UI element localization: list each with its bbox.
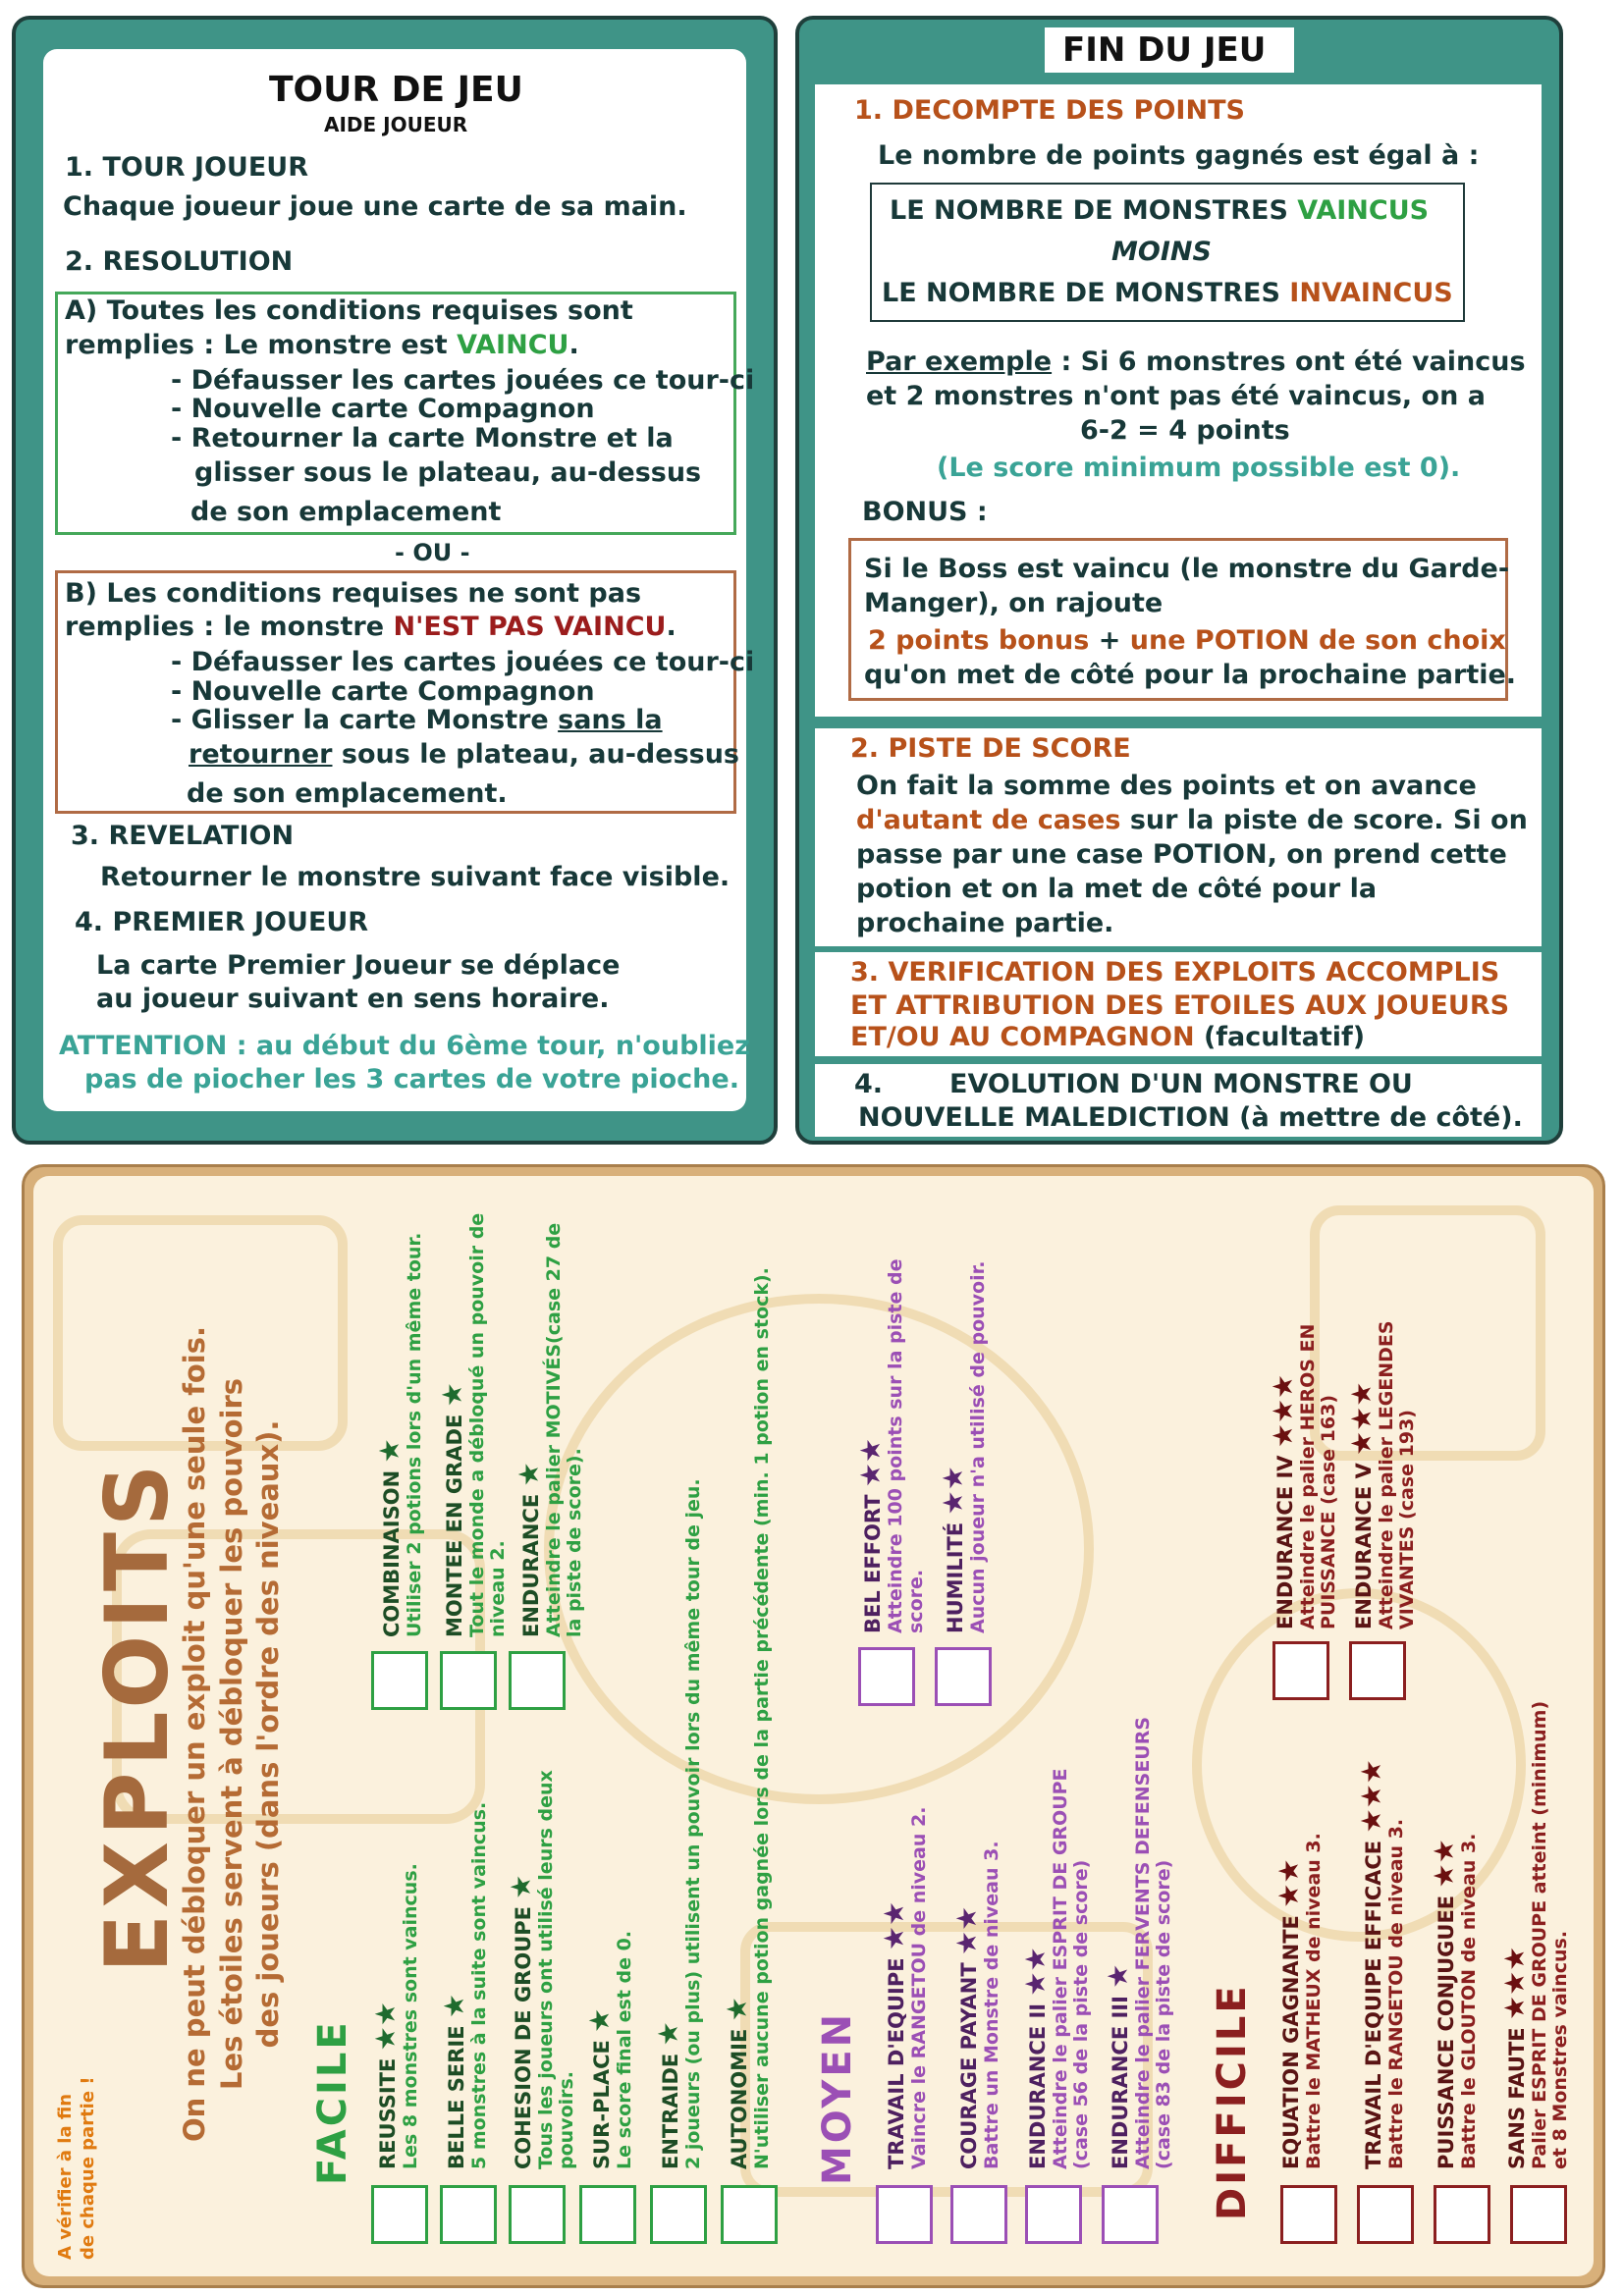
formula-line1: LE NOMBRE DE MONSTRES VAINCUS — [890, 195, 1430, 226]
fin-s2-line3: passe par une case POTION, on prend cette — [856, 839, 1507, 870]
exploit-courage-payant: COURAGE PAYANT ★★ Battre un Monstre de niveau 3. — [950, 1841, 1003, 2169]
exploit-reussite: REUSSITE ★★ Les 8 monstres sont vaincus. — [369, 1863, 422, 2169]
res-b-bullet1: - Défausser les cartes jouées ce tour-ci — [171, 647, 755, 677]
bonus-line3: 2 points bonus + une POTION de son choix — [868, 625, 1506, 656]
exploit-endurance: ENDURANCE ★ Atteindre le palier MOTIVÉS(case 27 de la piste de score). — [513, 1222, 585, 1637]
checkbox-reussite[interactable] — [371, 2185, 428, 2244]
fin-s4-line1: 4. EVOLUTION D'UN MONSTRE OU — [854, 1069, 1413, 1099]
fin-s3-line1: 3. VERIFICATION DES EXPLOITS ACCOMPLIS — [850, 957, 1500, 988]
res-a-line2: remplies : Le monstre est VAINCU. — [65, 330, 579, 360]
example-min: (Le score minimum possible est 0). — [937, 453, 1461, 483]
res-b-bullet3: - Glisser la carte Monstre sans la — [171, 705, 663, 735]
example-line2: et 2 monstres n'ont pas été vaincus, on a — [866, 381, 1486, 411]
checkbox-bel-effort[interactable] — [858, 1647, 915, 1706]
checkbox-cohesion-de-groupe[interactable] — [509, 2185, 566, 2244]
checkbox-combinaison[interactable] — [371, 1651, 428, 1710]
tour-title: TOUR DE JEU — [269, 70, 523, 110]
res-a-bullet3: - Retourner la carte Monstre et la — [171, 423, 674, 454]
fin-s4-line2: NOUVELLE MALEDICTION (à mettre de côté). — [858, 1102, 1523, 1133]
res-b-bullet3c: de son emplacement. — [187, 778, 508, 809]
formula-line3: LE NOMBRE DE MONSTRES INVAINCUS — [882, 278, 1453, 308]
exploit-bel-effort: BEL EFFORT ★★ Atteindre 100 points sur la piste de score. — [854, 1258, 927, 1633]
bonus-line1: Si le Boss est vaincu (le monstre du Garde- — [864, 554, 1510, 584]
formula-line2: MOINS — [1111, 237, 1212, 267]
attention-line2: pas de piocher les 3 cartes de votre pioche. — [84, 1064, 739, 1095]
checkbox-travail-d-equipe-efficace[interactable] — [1357, 2185, 1414, 2244]
exploits-verify: A vérifier à la fin de chaque partie ! — [55, 2076, 98, 2260]
checkbox-endurance-iii[interactable] — [1102, 2185, 1159, 2244]
checkbox-montee-en-grade[interactable] — [440, 1651, 497, 1710]
exploit-autonomie: AUTONOMIE ★ N'utiliser aucune potion gagnée lors de la partie précédente (min. 1 potion en stock). — [721, 1267, 774, 2169]
exploit-endurance-v: ENDURANCE V ★★★ Atteindre le palier LEGENDES VIVANTES (case 193) — [1345, 1320, 1418, 1629]
res-b-bullet3b: retourner sous le plateau, au-dessus — [189, 739, 740, 770]
tour-s1-text: Chaque joueur joue une carte de sa main. — [63, 191, 687, 222]
exploits-intro-line2: Les étoiles servent à débloquer les pouvoirs — [214, 1377, 248, 2091]
exploit-cohesion-de-groupe: COHESION DE GROUPE ★ Tous les joueurs ont utilisé leurs deux pouvoirs. — [505, 1770, 577, 2169]
bonus-line4: qu'on met de côté pour la prochaine partie. — [864, 660, 1517, 690]
exploit-endurance-iii: ENDURANCE III ★ Atteindre le palier FERVENTS DEFENSEURS (case 83 de la piste de score) — [1102, 1716, 1174, 2169]
tour-s2-title: 2. RESOLUTION — [65, 246, 294, 277]
exploit-puissance-conjuguee: PUISSANCE CONJUGUEE ★★ Battre le GLOUTON de niveau 3. — [1428, 1833, 1481, 2169]
exploit-equation-gagnante: EQUATION GAGNANTE ★★ Battre le MATHEUX de niveau 3. — [1272, 1833, 1326, 2169]
fin-s1-title: 1. DECOMPTE DES POINTS — [854, 95, 1245, 126]
res-a-bullet1: - Défausser les cartes jouées ce tour-ci — [171, 365, 755, 396]
checkbox-entraide[interactable] — [650, 2185, 707, 2244]
exploits-intro-line3: des joueurs (dans l'ordre des niveaux). — [251, 1419, 286, 2049]
label-difficile: DIFFICILE — [1210, 1983, 1255, 2220]
tour-s4-title: 4. PREMIER JOUEUR — [75, 907, 369, 937]
res-a-line1: A) Toutes les conditions requises sont — [65, 295, 633, 326]
res-a-bullet2: - Nouvelle carte Compagnon — [171, 394, 595, 424]
exploit-sur-place: SUR-PLACE ★ Le score final est de 0. — [583, 1930, 636, 2169]
fin-s3-line3: ET/OU AU COMPAGNON (facultatif) — [850, 1022, 1366, 1052]
fin-s2-line2: d'autant de cases sur la piste de score. Si on — [856, 805, 1528, 835]
ou-separator: - OU - — [395, 539, 470, 566]
tour-s3-text: Retourner le monstre suivant face visible. — [100, 862, 731, 892]
fin-s2-title: 2. PISTE DE SCORE — [850, 733, 1131, 764]
exploits-title: EXPLOITS — [86, 1458, 188, 1973]
exploits-intro — [177, 1326, 288, 2142]
checkbox-travail-d-equipe[interactable] — [876, 2185, 933, 2244]
res-b-bullet2: - Nouvelle carte Compagnon — [171, 676, 595, 707]
example-line1: Par exemple : Si 6 monstres ont été vaincus — [866, 347, 1526, 377]
checkbox-puissance-conjuguee[interactable] — [1434, 2185, 1490, 2244]
exploit-sans-faute: SANS FAUTE ★★★ Palier ESPRIT DE GROUPE atteint (minimum) et 8 Monstres vaincus. — [1498, 1700, 1571, 2169]
checkbox-sur-place[interactable] — [579, 2185, 636, 2244]
fin-s2-line4: potion et on la met de côté pour la — [856, 874, 1378, 904]
res-a-bullet3c: de son emplacement — [190, 497, 502, 527]
fin-s2-line5: prochaine partie. — [856, 908, 1114, 938]
example-line3: 6-2 = 4 points — [1080, 415, 1290, 446]
res-b-line2: remplies : le monstre N'EST PAS VAINCU. — [65, 612, 677, 642]
checkbox-humilite[interactable] — [935, 1647, 992, 1706]
fin-s3-line2: ET ATTRIBUTION DES ETOILES AUX JOUEURS — [850, 990, 1510, 1021]
tour-s4-line1: La carte Premier Joueur se déplace — [96, 950, 621, 981]
res-a-bullet3b: glisser sous le plateau, au-dessus — [194, 457, 702, 488]
exploit-endurance-iv: ENDURANCE IV ★★★ Atteindre le palier HEROS EN PUISSANCE (case 163) — [1267, 1323, 1339, 1629]
exploit-montee-en-grade: MONTEE EN GRADE ★ Tout le monde a débloqué un pouvoir de niveau 2. — [436, 1212, 509, 1637]
tour-s3-title: 3. REVELATION — [71, 821, 295, 851]
res-b-line1: B) Les conditions requises ne sont pas — [65, 578, 642, 609]
exploits-intro-line1: On ne peut débloquer un exploit qu'une seule fois. — [178, 1325, 211, 2142]
label-moyen: MOYEN — [815, 2010, 860, 2185]
checkbox-endurance[interactable] — [509, 1651, 566, 1710]
label-facile: FACILE — [310, 2019, 355, 2185]
checkbox-autonomie[interactable] — [721, 2185, 778, 2244]
checkbox-sans-faute[interactable] — [1510, 2185, 1567, 2244]
attention-line1: ATTENTION : au début du 6ème tour, n'oubliez — [59, 1031, 750, 1061]
exploit-humilite: HUMILITÉ ★★ Aucun joueur n'a utilisé de pouvoir. — [937, 1260, 990, 1633]
bonus-line2: Manger), on rajoute — [864, 588, 1164, 618]
checkbox-endurance-v[interactable] — [1349, 1641, 1406, 1700]
exploit-travail-d-equipe: TRAVAIL D'EQUIPE ★★ Vaincre le RANGETOU de niveau 2. — [878, 1806, 931, 2169]
exploit-belle-serie: BELLE SERIE ★ 5 monstres à la suite sont vaincus. — [438, 1801, 491, 2169]
exploit-travail-d-equipe-efficace: TRAVAIL D'EQUIPE EFFICACE ★★★ Battre le RANGETOU de niveau 3. — [1355, 1759, 1408, 2169]
checkbox-courage-payant[interactable] — [950, 2185, 1007, 2244]
exploit-endurance-ii: ENDURANCE II ★★ Atteindre le palier ESPRIT DE GROUPE (case 56 de la piste de score) — [1019, 1768, 1092, 2169]
checkbox-endurance-ii[interactable] — [1025, 2185, 1082, 2244]
fin-s1-intro: Le nombre de points gagnés est égal à : — [878, 140, 1480, 171]
fin-title: FIN DU JEU — [1062, 30, 1267, 70]
checkbox-belle-serie[interactable] — [440, 2185, 497, 2244]
bonus-title: BONUS : — [862, 497, 988, 527]
fin-s2-line1: On fait la somme des points et on avance — [856, 771, 1477, 801]
checkbox-endurance-iv[interactable] — [1272, 1641, 1329, 1700]
tour-subtitle: AIDE JOUEUR — [324, 113, 468, 136]
tour-s4-line2: au joueur suivant en sens horaire. — [96, 984, 610, 1014]
tour-s1-title: 1. TOUR JOUEUR — [65, 152, 309, 183]
exploit-combinaison: COMBINAISON ★ Utiliser 2 potions lors d'un même tour. — [373, 1232, 426, 1637]
checkbox-equation-gagnante[interactable] — [1280, 2185, 1337, 2244]
exploit-entraide: ENTRAIDE ★ 2 joueurs (ou plus) utilisent un pouvoir lors du même tour de jeu. — [652, 1478, 705, 2169]
